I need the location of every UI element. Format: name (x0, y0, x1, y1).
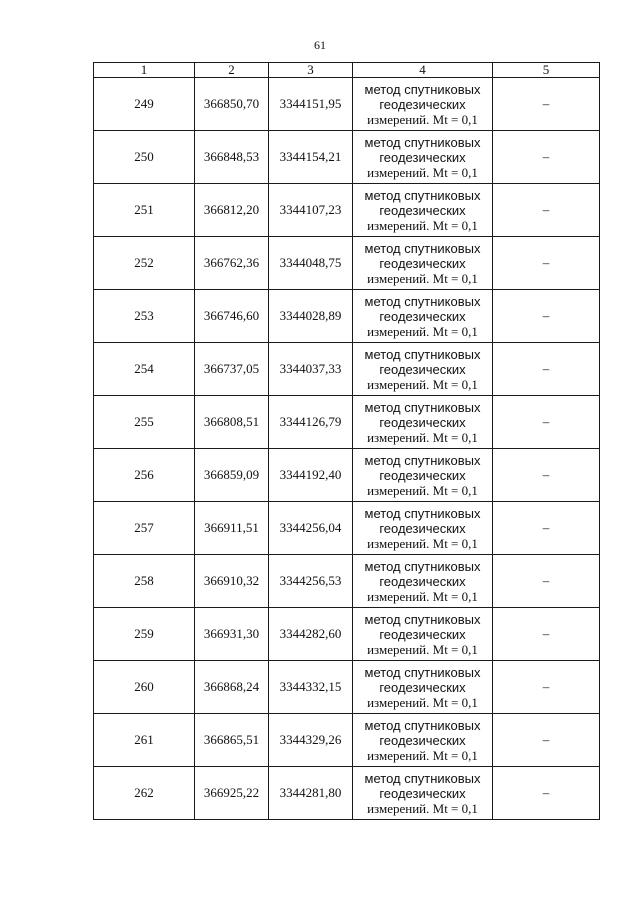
table-row (94, 237, 600, 290)
method-line-2: геодезических (379, 255, 466, 271)
value-cell: – (493, 237, 600, 290)
table-row (94, 290, 600, 343)
value-cell: – (493, 396, 600, 449)
x-coordinate-cell: 366911,51 (195, 502, 269, 555)
method-cell (353, 555, 493, 608)
page-number: 61 (314, 38, 326, 52)
method-cell (353, 78, 493, 131)
value-cell: – (493, 290, 600, 343)
method-line-3: измерений. Mt = 0,1 (367, 747, 478, 763)
y-coordinate-cell: 3344282,60 (269, 608, 353, 661)
x-coordinate-cell: 366859,09 (195, 449, 269, 502)
method-line-2: геодезических (379, 308, 466, 324)
method-line-1: метод спутниковых (364, 187, 481, 203)
x-coordinate-cell: 366762,36 (195, 237, 269, 290)
point-number-cell: 249 (94, 78, 195, 131)
y-coordinate-cell: 3344107,23 (269, 184, 353, 237)
x-coordinate-cell: 366850,70 (195, 78, 269, 131)
point-number-cell: 260 (94, 661, 195, 714)
y-coordinate-cell: 3344154,21 (269, 131, 353, 184)
y-coordinate-cell: 3344332,15 (269, 661, 353, 714)
method-cell (353, 608, 493, 661)
point-number-cell: 252 (94, 237, 195, 290)
point-number-cell: 253 (94, 290, 195, 343)
table-row (94, 767, 600, 820)
method-line-2: геодезических (379, 149, 466, 165)
method-line-2: геодезических (379, 202, 466, 218)
y-coordinate-cell: 3344126,79 (269, 396, 353, 449)
x-coordinate-cell: 366910,32 (195, 555, 269, 608)
method-line-1: метод спутниковых (364, 134, 481, 150)
method-line-3: измерений. Mt = 0,1 (367, 641, 478, 657)
header-col-5: 5 (493, 63, 600, 78)
value-cell: – (493, 767, 600, 820)
method-line-1: метод спутниковых (364, 717, 481, 733)
method-line-3: измерений. Mt = 0,1 (367, 694, 478, 710)
method-line-3: измерений. Mt = 0,1 (367, 535, 478, 551)
y-coordinate-cell: 3344151,95 (269, 78, 353, 131)
method-line-3: измерений. Mt = 0,1 (367, 111, 478, 127)
x-coordinate-cell: 366868,24 (195, 661, 269, 714)
value-cell: – (493, 184, 600, 237)
method-line-2: геодезических (379, 361, 466, 377)
y-coordinate-cell: 3344256,53 (269, 555, 353, 608)
method-line-1: метод спутниковых (364, 770, 481, 786)
header-col-3: 3 (269, 63, 353, 78)
point-number-cell: 257 (94, 502, 195, 555)
method-line-2: геодезических (379, 732, 466, 748)
method-line-1: метод спутниковых (364, 611, 481, 627)
method-cell (353, 502, 493, 555)
value-cell: – (493, 555, 600, 608)
y-coordinate-cell: 3344037,33 (269, 343, 353, 396)
method-cell (353, 661, 493, 714)
value-cell: – (493, 449, 600, 502)
method-cell (353, 449, 493, 502)
method-line-3: измерений. Mt = 0,1 (367, 270, 478, 286)
x-coordinate-cell: 366746,60 (195, 290, 269, 343)
y-coordinate-cell: 3344192,40 (269, 449, 353, 502)
method-line-2: геодезических (379, 679, 466, 695)
method-cell (353, 184, 493, 237)
method-line-1: метод спутниковых (364, 558, 481, 574)
method-line-1: метод спутниковых (364, 399, 481, 415)
point-number-cell: 259 (94, 608, 195, 661)
point-number-cell: 254 (94, 343, 195, 396)
method-line-2: геодезических (379, 96, 466, 112)
x-coordinate-cell: 366931,30 (195, 608, 269, 661)
method-line-1: метод спутниковых (364, 293, 481, 309)
point-number-cell: 261 (94, 714, 195, 767)
method-line-2: геодезических (379, 467, 466, 483)
method-cell (353, 290, 493, 343)
method-cell (353, 131, 493, 184)
method-line-3: измерений. Mt = 0,1 (367, 429, 478, 445)
value-cell: – (493, 343, 600, 396)
table-row (94, 184, 600, 237)
header-col-1: 1 (94, 63, 195, 78)
x-coordinate-cell: 366848,53 (195, 131, 269, 184)
header-row (94, 63, 600, 78)
table-row (94, 608, 600, 661)
table-row (94, 343, 600, 396)
y-coordinate-cell: 3344048,75 (269, 237, 353, 290)
method-line-1: метод спутниковых (364, 240, 481, 256)
y-coordinate-cell: 3344028,89 (269, 290, 353, 343)
method-line-2: геодезических (379, 785, 466, 801)
value-cell: – (493, 714, 600, 767)
table-row (94, 396, 600, 449)
method-line-3: измерений. Mt = 0,1 (367, 588, 478, 604)
y-coordinate-cell: 3344281,80 (269, 767, 353, 820)
header-col-2: 2 (195, 63, 269, 78)
method-line-3: измерений. Mt = 0,1 (367, 323, 478, 339)
table-body (94, 78, 600, 820)
method-line-1: метод спутниковых (364, 452, 481, 468)
point-number-cell: 250 (94, 131, 195, 184)
point-number-cell: 258 (94, 555, 195, 608)
x-coordinate-cell: 366812,20 (195, 184, 269, 237)
method-cell (353, 237, 493, 290)
x-coordinate-cell: 366808,51 (195, 396, 269, 449)
header-col-4: 4 (353, 63, 493, 78)
value-cell: – (493, 502, 600, 555)
point-number-cell: 255 (94, 396, 195, 449)
table-row (94, 555, 600, 608)
method-line-3: измерений. Mt = 0,1 (367, 482, 478, 498)
point-number-cell: 251 (94, 184, 195, 237)
value-cell: – (493, 78, 600, 131)
table-row (94, 449, 600, 502)
point-number-cell: 256 (94, 449, 195, 502)
method-line-1: метод спутниковых (364, 505, 481, 521)
table-row (94, 131, 600, 184)
table-row (94, 661, 600, 714)
method-line-3: измерений. Mt = 0,1 (367, 164, 478, 180)
value-cell: – (493, 608, 600, 661)
method-line-3: измерений. Mt = 0,1 (367, 800, 478, 816)
method-line-2: геодезических (379, 573, 466, 589)
method-cell (353, 767, 493, 820)
table-row (94, 502, 600, 555)
method-line-2: геодезических (379, 520, 466, 536)
value-cell: – (493, 661, 600, 714)
x-coordinate-cell: 366865,51 (195, 714, 269, 767)
table-header (94, 63, 600, 78)
table-row (94, 78, 600, 131)
method-cell (353, 396, 493, 449)
x-coordinate-cell: 366925,22 (195, 767, 269, 820)
method-line-2: геодезических (379, 626, 466, 642)
method-line-2: геодезических (379, 414, 466, 430)
method-cell (353, 714, 493, 767)
coordinates-table (93, 62, 600, 820)
method-line-3: измерений. Mt = 0,1 (367, 217, 478, 233)
method-line-1: метод спутниковых (364, 81, 481, 97)
x-coordinate-cell: 366737,05 (195, 343, 269, 396)
method-line-1: метод спутниковых (364, 664, 481, 680)
table-row (94, 714, 600, 767)
y-coordinate-cell: 3344256,04 (269, 502, 353, 555)
value-cell: – (493, 131, 600, 184)
y-coordinate-cell: 3344329,26 (269, 714, 353, 767)
method-line-3: измерений. Mt = 0,1 (367, 376, 478, 392)
point-number-cell: 262 (94, 767, 195, 820)
method-cell (353, 343, 493, 396)
method-line-1: метод спутниковых (364, 346, 481, 362)
